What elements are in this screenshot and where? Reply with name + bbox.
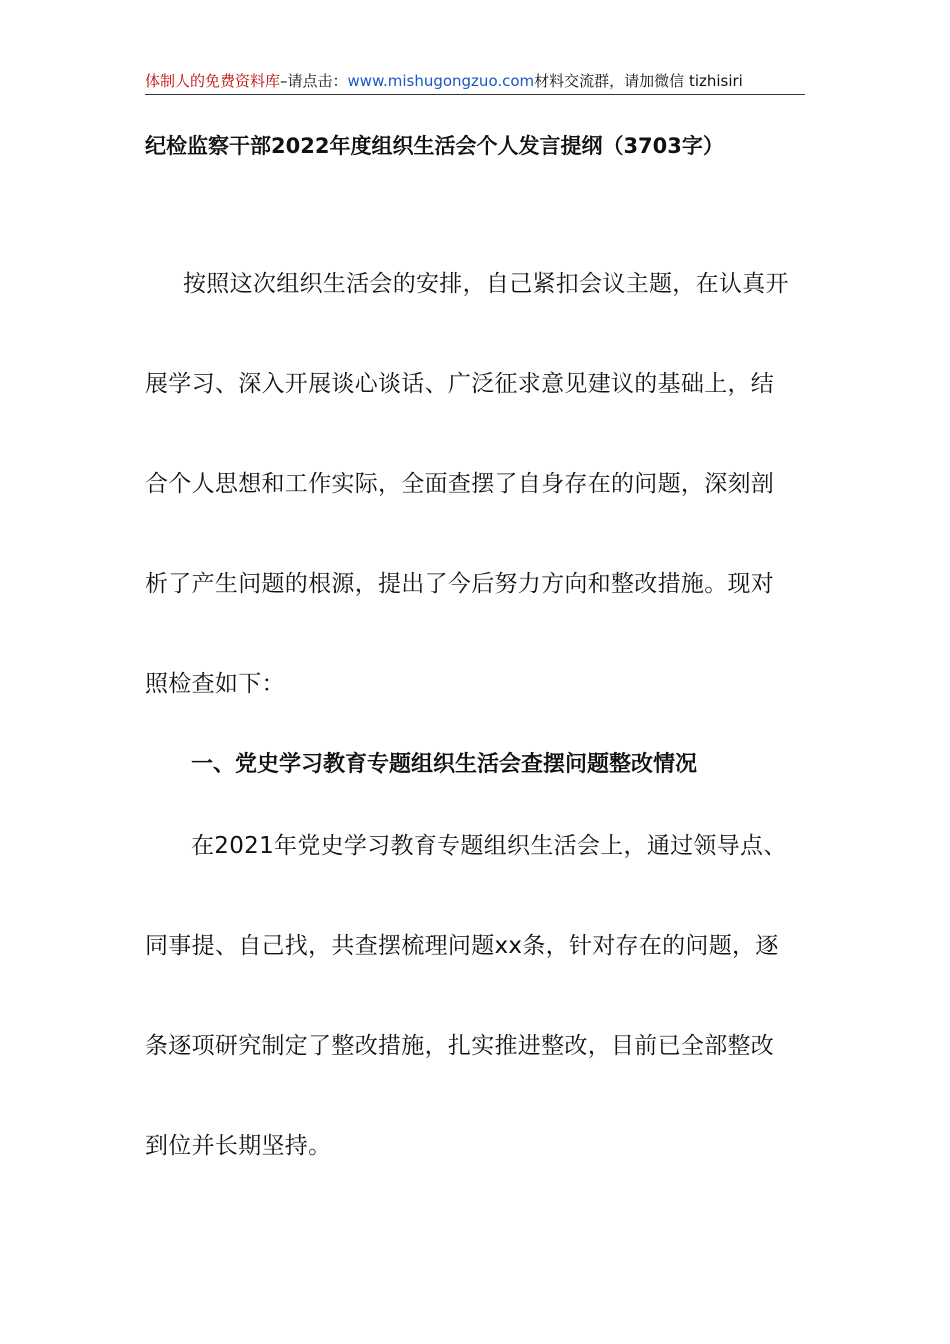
paragraph-line: 展学习、深入开展谈心谈话、广泛征求意见建议的基础上，结 — [145, 371, 775, 397]
intro-paragraph — [145, 234, 805, 734]
page-header — [145, 70, 805, 92]
section-paragraph — [145, 796, 805, 1196]
paragraph-line: 在2021年党史学习教育专题组织生活会上，通过领导点、 — [191, 833, 787, 859]
header-brand: 体制人的免费资料库 — [145, 72, 281, 90]
document-title: 纪检监察干部2022年度组织生活会个人发言提纲（3703字） — [145, 134, 724, 158]
paragraph-line: 按照这次组织生活会的安排，自己紧扣会议主题，在认真开 — [183, 271, 789, 297]
paragraph-line: 同事提、自己找，共查摆梳理问题xx条，针对存在的问题，逐 — [145, 933, 779, 959]
header-contact: 材料交流群，请加微信 tizhisiri — [534, 72, 743, 90]
paragraph-line: 条逐项研究制定了整改措施，扎实推进整改，目前已全部整改 — [145, 1033, 775, 1059]
paragraph-line: 到位并长期坚持。 — [145, 1133, 332, 1159]
paragraph-line: 析了产生问题的根源，提出了今后努力方向和整改措施。现对 — [145, 571, 775, 597]
paragraph-line: 合个人思想和工作实际，全面查摆了自身存在的问题，深刻剖 — [145, 471, 775, 497]
header-prompt: –请点击： — [280, 72, 348, 90]
header-link[interactable]: www.mishugongzuo.com — [347, 72, 535, 90]
section-heading: 一、党史学习教育专题组织生活会查摆问题整改情况 — [191, 752, 698, 777]
paragraph-line: 照检查如下： — [145, 671, 285, 697]
header-divider — [145, 94, 805, 95]
